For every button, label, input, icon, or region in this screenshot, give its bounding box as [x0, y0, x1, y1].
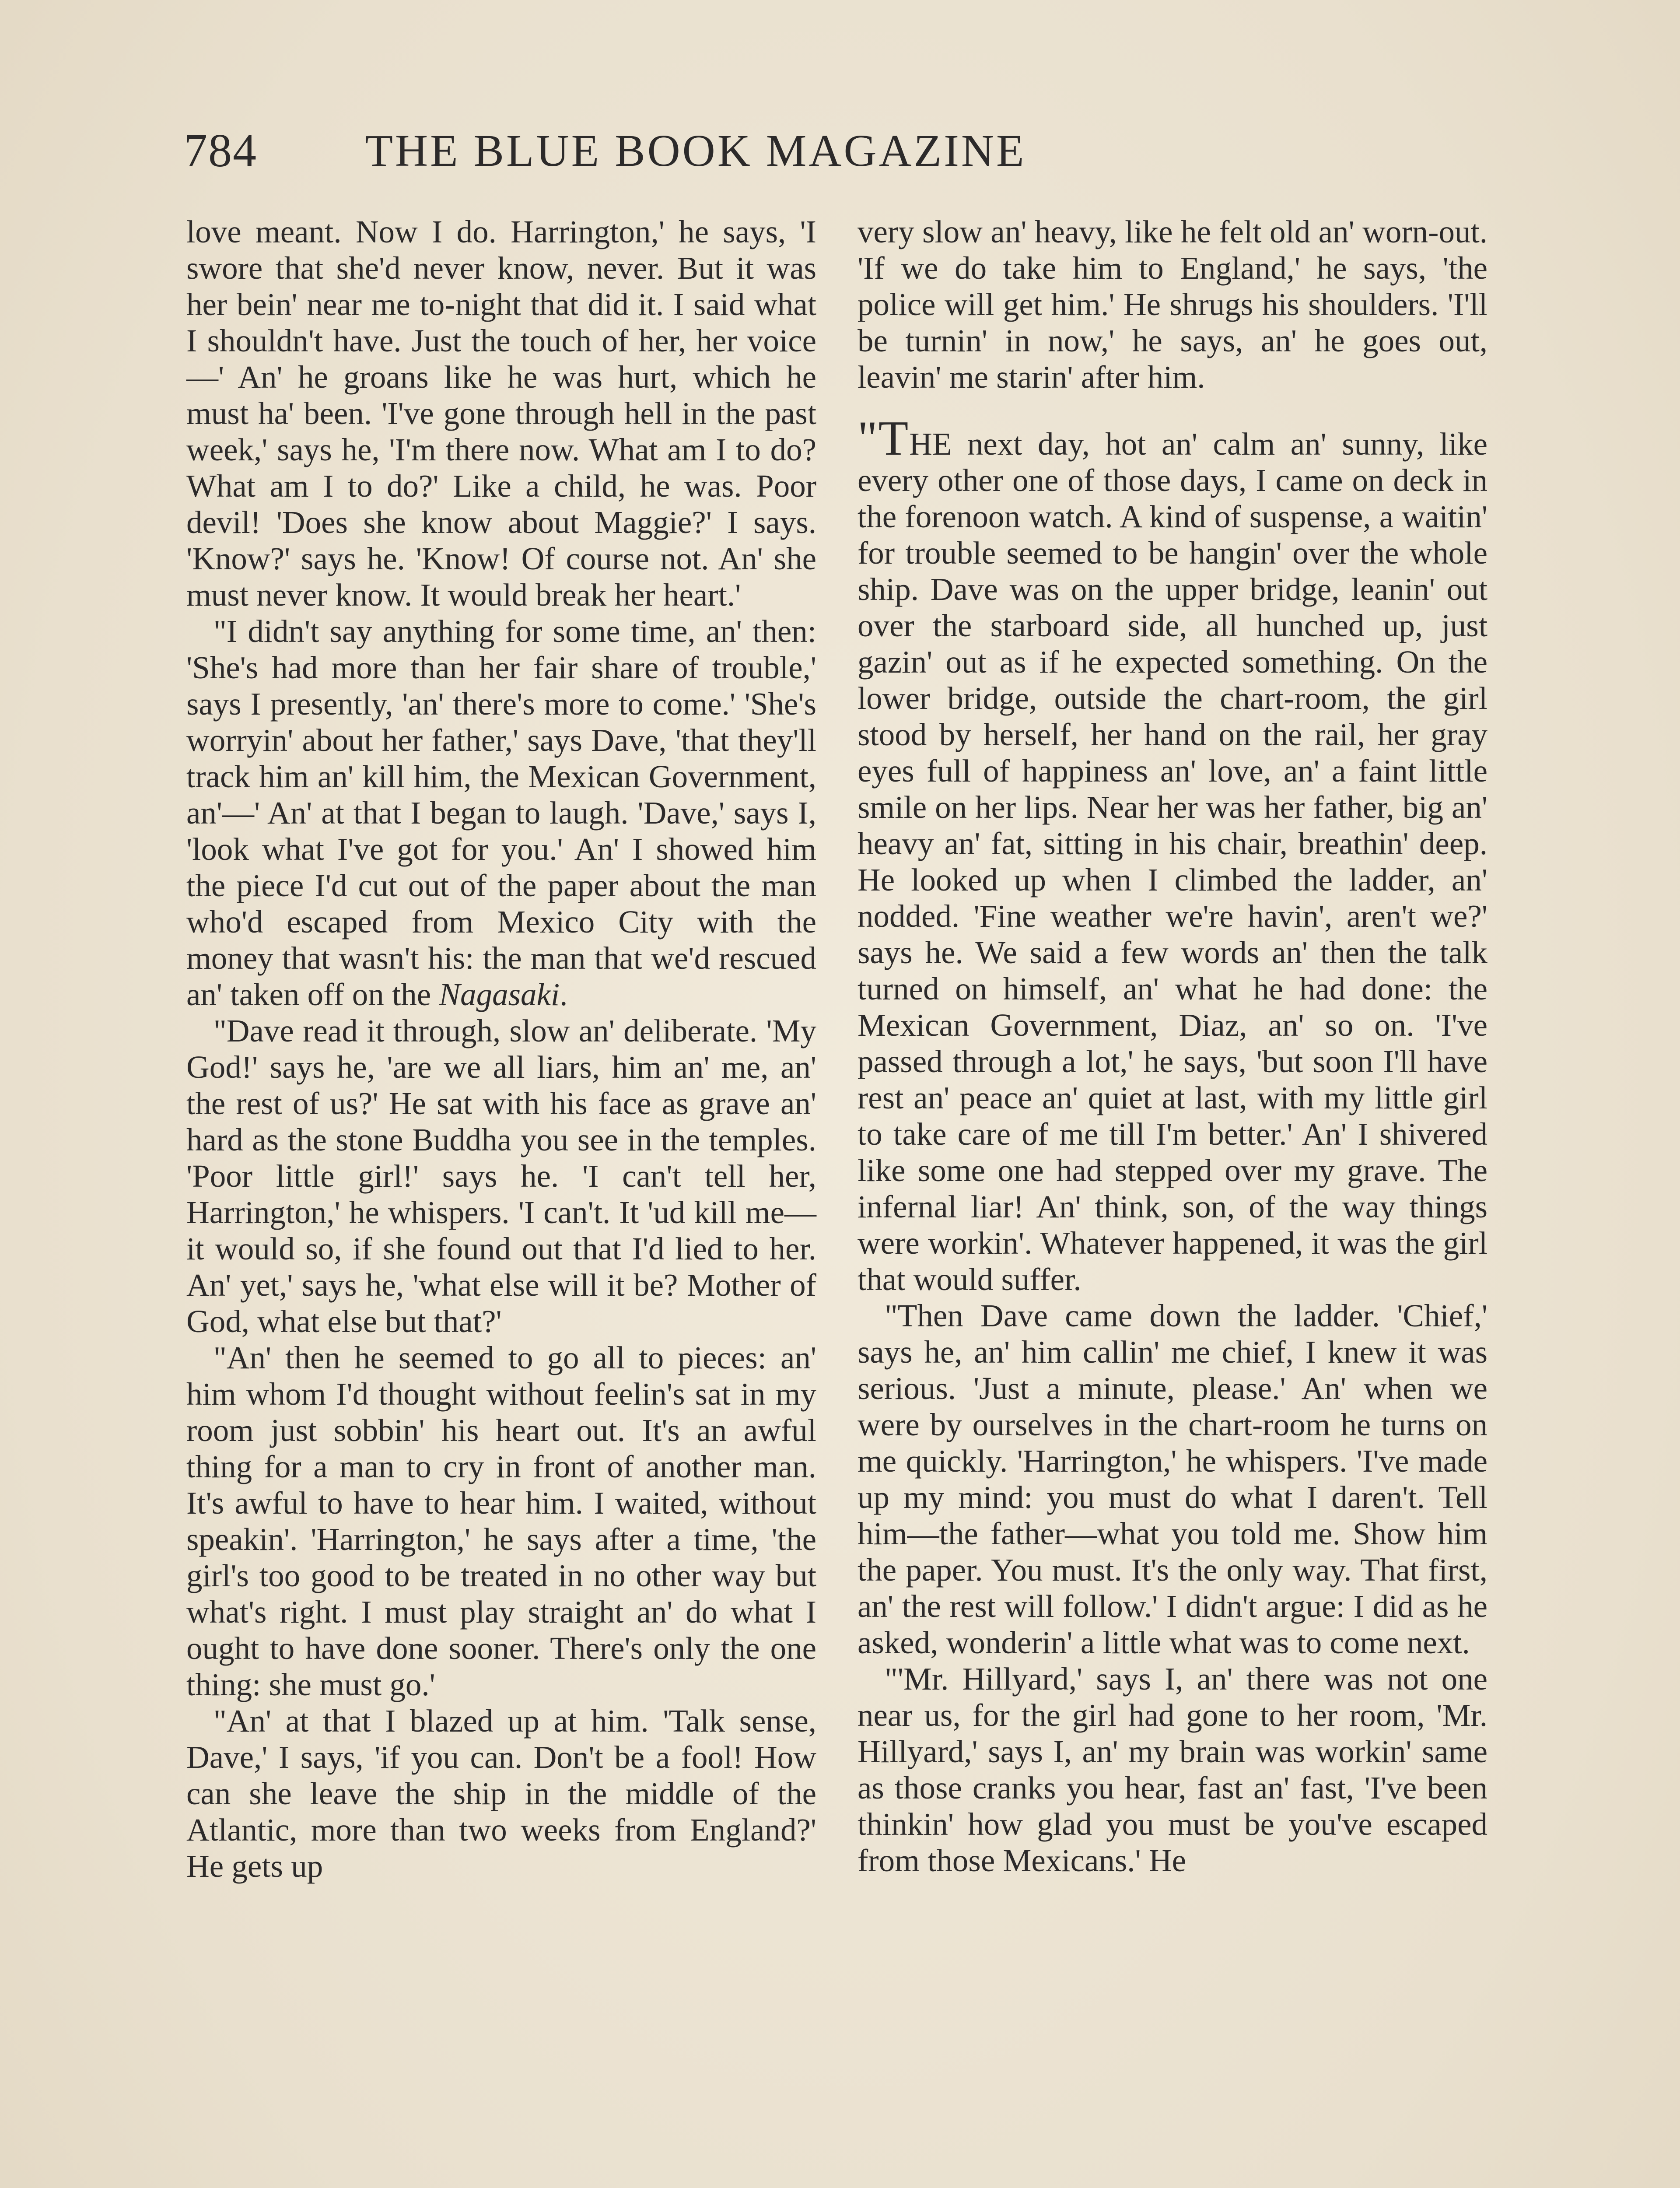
section-opening-paragraph — [858, 411, 1488, 1297]
paragraph: very slow an' heavy, like he felt old an' worn-out. 'If we do take him to England,' he says, 'the police will get him.' He shrugs his shoulders. 'I'll be turnin' in now,' he says, an' he goes out, leavin' me starin' after him. — [858, 214, 1488, 395]
paragraph — [186, 613, 816, 1013]
paragraph: "An' then he seemed to go all to pieces: an' him whom I'd thought without feelin's sat in my room just sobbin' his heart out. It's an awful thing for a man to cry in front of another man. It's awful to have to hear him. I waited, without speakin'. 'Harrington,' he says after a time, 'the girl's too good to be treated in no other way but what's right. I must play straight an' do what I ought to have done sooner. There's only the one thing: she must go.' — [186, 1340, 816, 1702]
right-text-column — [858, 214, 1488, 1879]
left-text-column — [186, 214, 816, 1884]
paragraph-text: "I didn't say anything for some time, an' then: 'She's had more than her fair share of trouble,' says I presently, 'an' there's more to come.' 'She's worryin' about her father,' says Dave, 'that they'll track him an' kill him, the Mexican Government, an'—' An' at that I began to laugh. 'Dave,' says I, 'look what I've got for you.' An' I showed him the piece I'd cut out of the paper about the man who'd escaped from Mexico City with the money that wasn't his: the man that we'd rescued an' taken off on the — [186, 614, 816, 1012]
drop-cap: "T — [858, 411, 910, 466]
paragraph: "'Mr. Hillyard,' says I, an' there was not one near us, for the girl had gone to her room, 'Mr. Hillyard,' says I, an' my brain was workin' same as those cranks you hear, fast an' fast, 'I've been thinkin' how glad you must be you've escaped from those Mexicans.' He — [858, 1661, 1488, 1878]
page-header — [184, 118, 1208, 184]
paragraph: "Then Dave came down the ladder. 'Chief,' says he, an' him callin' me chief, I knew it was serious. 'Just a minute, please.' An' when we were by ourselves in the chart-room he turns on me quickly. 'Harrington,' he whispers. 'I've made up my mind: you must do what I daren't. Tell him—the father—what you told me. Show him the paper. You must. It's the only way. That first, an' the rest will follow.' I didn't argue: I did as he asked, wonderin' a little what was to come next. — [858, 1298, 1488, 1660]
ship-name: Nagasaki — [439, 977, 560, 1012]
paragraph: "An' at that I blazed up at him. 'Talk sense, Dave,' I says, 'if you can. Don't be a fool! How can she leave the ship in the middle of the Atlantic, more than two weeks from England?' He gets up — [186, 1703, 816, 1884]
page-number: 784 — [184, 125, 257, 177]
paragraph: love meant. Now I do. Harrington,' he says, 'I swore that she'd never know, never. But it was her bein' near me to-night that did it. I said what I shouldn't have. Just the touch of her, her voice—' An' he groans like he was hurt, which he must ha' been. 'I've gone through hell in the past week,' says he, 'I'm there now. What am I to do? What am I to do?' Like a child, he was. Poor devil! 'Does she know about Maggie?' I says. 'Know?' says he. 'Know! Of course not. An' she must never know. It would break her heart.' — [186, 214, 816, 613]
paragraph: "Dave read it through, slow an' deliberate. 'My God!' says he, 'are we all liars, him an' me, an' the rest of us?' He sat with his face as grave an' hard as the stone Buddha you see in the temples. 'Poor little girl!' says he. 'I can't tell her, Harrington,' he whispers. 'I can't. It 'ud kill me—it would so, if she found out that I'd lied to her. An' yet,' says he, 'what else will it be? Mother of God, what else but that?' — [186, 1013, 816, 1339]
paragraph-text: HE next day, hot an' calm an' sunny, like every other one of those days, I came on deck in the forenoon watch. A kind of suspense, a waitin' for trouble seemed to be hangin' over the whole ship. Dave was on the upper bridge, leanin' out over the starboard side, all hunched up, just gazin' out as if he expected something. On the lower bridge, outside the chart-room, the girl stood by herself, her hand on the rail, her gray eyes full of happiness an' love, an' a faint little smile on her lips. Near her was her father, big an' heavy an' fat, sitting in his chair, breathin' deep. He looked up when I climbed the ladder, an' nodded. 'Fine weather we're havin', aren't we?' says he. We said a few words an' then the talk turned on himself, an' what he had done: the Mexican Government, Diaz, an' so on. 'I've passed through a lot,' he says, 'but soon I'll have rest an' peace an' quiet at last, with my little girl to take care of me till I'm better.' An' I shivered like some one had stepped over my grave. The infernal liar! An' think, son, of the way things were workin'. Whatever happened, it was the girl that would suffer. — [858, 426, 1488, 1297]
sentence-end: . — [560, 977, 568, 1012]
running-title: THE BLUE BOOK MAGAZINE — [365, 126, 1026, 176]
